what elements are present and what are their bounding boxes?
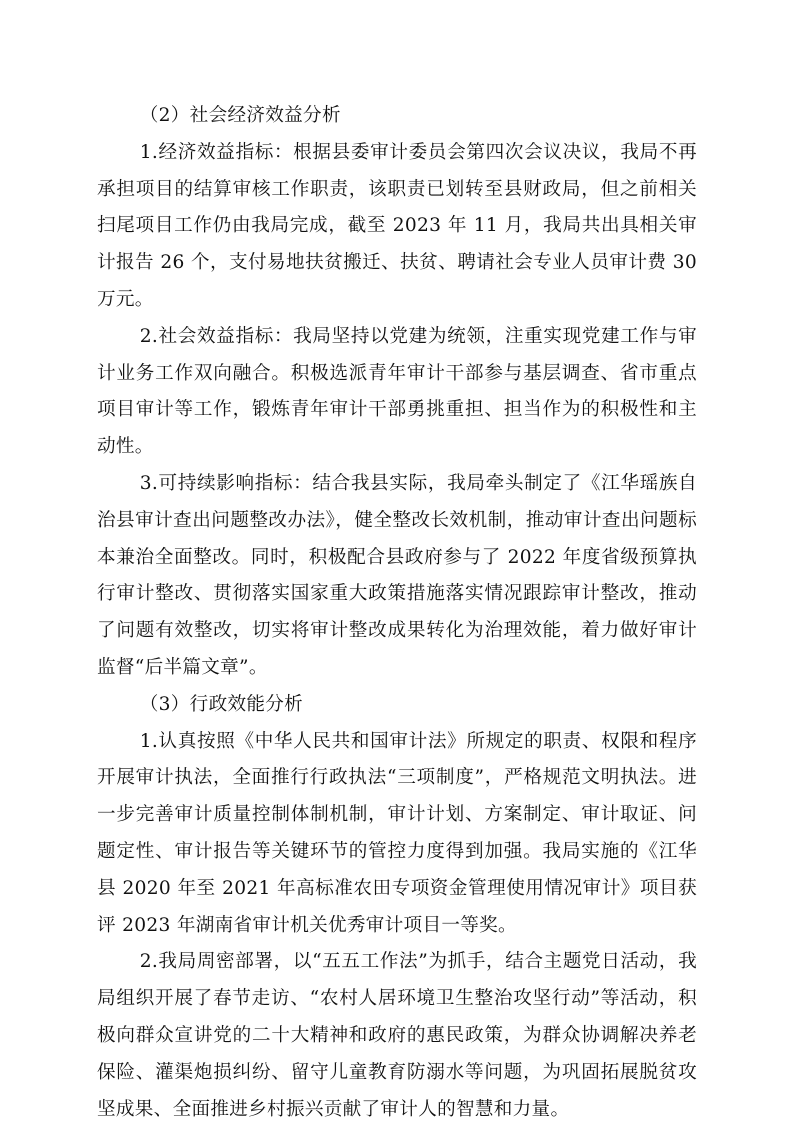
section-heading-socioeconomic: （2）社会经济效益分析 — [139, 105, 341, 126]
paragraph-social-benefit: 2.社会效益指标：我局坚持以党建为统领，注重实现党建工作与审计业务工作双向融合。积极选派青年审计干部参与基层调查、省市重点项目审计等工作，锻炼青年审计干部勇挑重担、担当作为的积极性和主动性。 — [97, 325, 697, 458]
paragraph-sustainable-impact: 3.可持续影响指标：结合我县实际，我局牵头制定了《江华瑶族自治县审计查出问题整改办法》，健全整改长效机制，推动审计查出问题标本兼治全面整改。同时，积极配合县政府参与了 2022 年度省级预算执行审计整改、贯彻落实国家重大政策措施落实情况跟踪审计整改，推动了问题有效整改，切实将审计整改成果转化为治理效能，着力做好审计监督“后半篇文章”。 — [97, 472, 697, 678]
paragraph-audit-law-enforcement: 1.认真按照《中华人民共和国审计法》所规定的职责、权限和程序开展审计执法，全面推行行政执法“三项制度”，严格规范文明执法。进一步完善审计质量控制体制机制，审计计划、方案制定、审计取证、问题定性、审计报告等关键环节的管控力度得到加强。我局实施的《江华县 2020 年至 2021 年高标准农田专项资金管理使用情况审计》项目获评 2023 年湖南省审计机关优秀审计项目一等奖。 — [97, 730, 697, 936]
paragraph-economic-benefit: 1.经济效益指标：根据县委审计委员会第四次会议决议，我局不再承担项目的结算审核工作职责，该职责已划转至县财政局，但之前相关扫尾项目工作仍由我局完成，截至 2023 年 11 月，我局共出具相关审计报告 26 个，支付易地扶贫搬迁、扶贫、聘请社会专业人员审计费 30 万元。 — [97, 141, 697, 310]
section-heading-administrative-efficiency: （3）行政效能分析 — [139, 693, 304, 715]
paragraph-five-five-work-method: 2.我局周密部署，以“五五工作法”为抓手，结合主题党日活动，我局组织开展了春节走访、“农村人居环境卫生整治攻坚行动”等活动，积极向群众宣讲党的二十大精神和政府的惠民政策，为群众协调解决养老保险、灌渠炮损纠纷、留守儿童教育防溺水等问题，为巩固拓展脱贫攻坚成果、全面推进乡村振兴贡献了审计人的智慧和力量。 — [97, 951, 697, 1120]
document-body — [97, 98, 697, 1128]
